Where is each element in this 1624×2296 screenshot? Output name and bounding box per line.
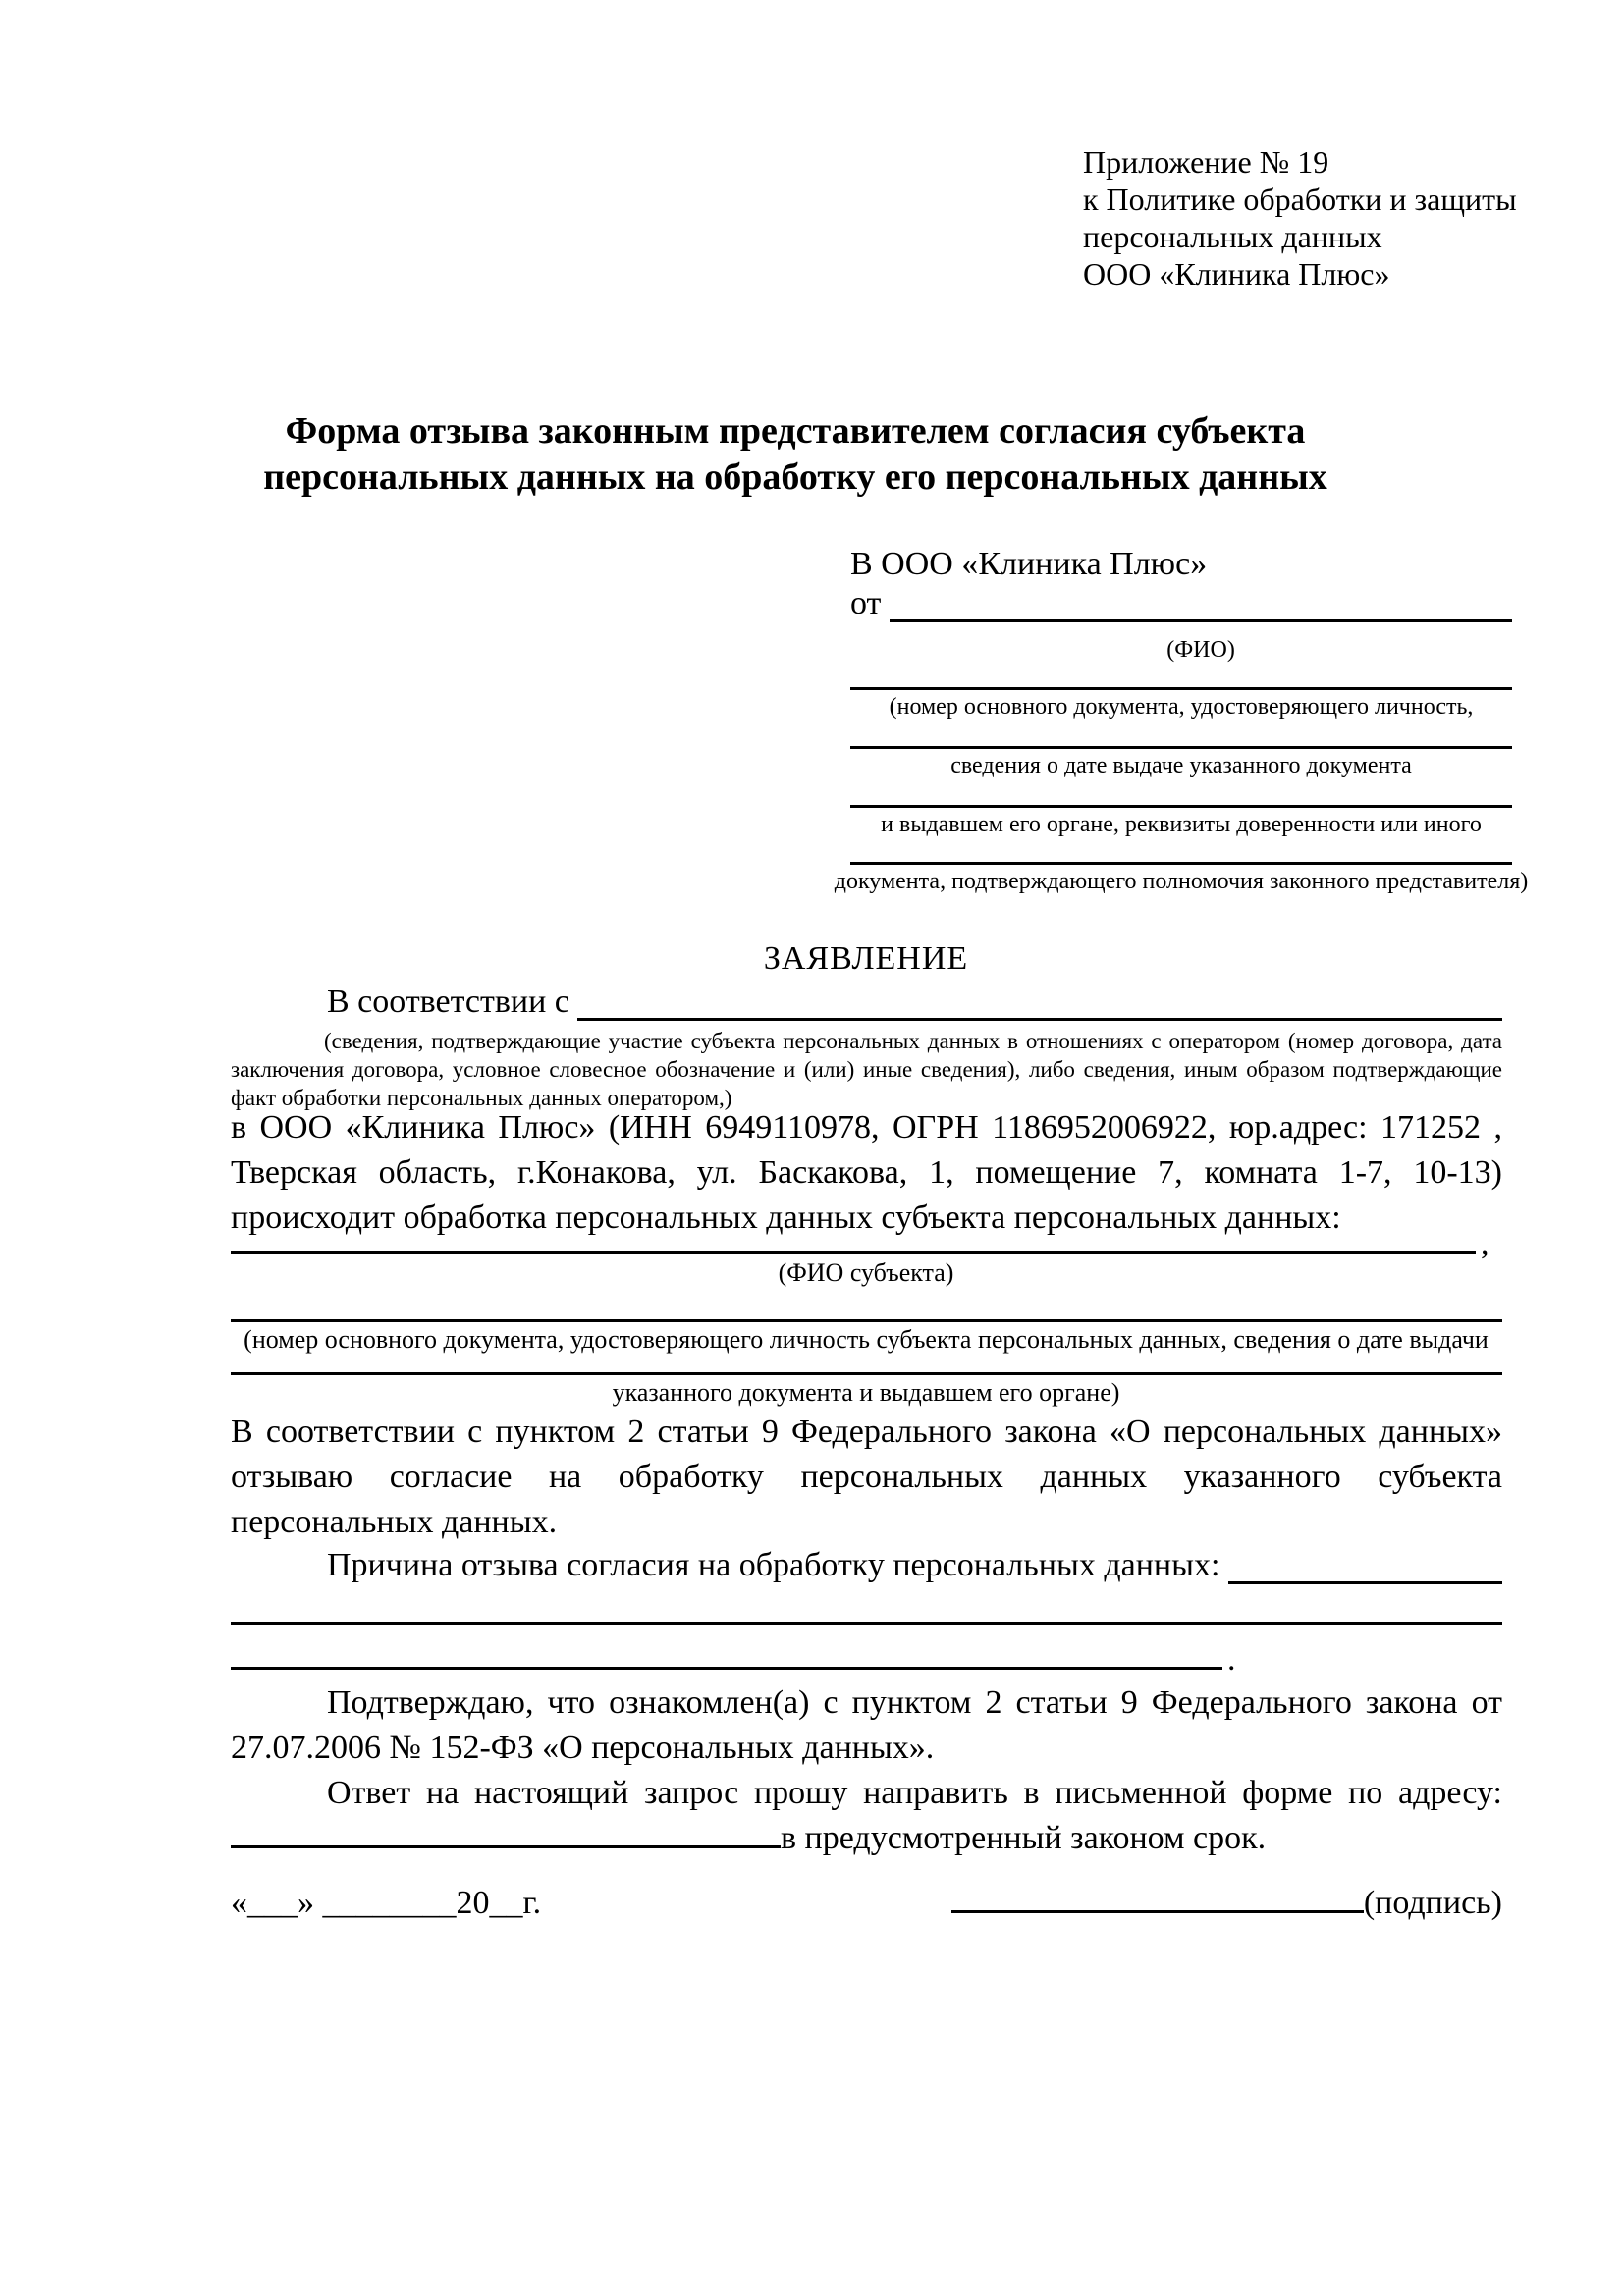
appendix-line: Приложение № 19 [1083,144,1329,180]
in-accordance-blank-line [577,1018,1502,1021]
blank-line [850,805,1512,808]
from-blank-line [890,619,1512,622]
from-label: от [850,585,890,621]
reason-blank-line [1228,1581,1502,1584]
subject-document-blank-line-2 [231,1372,1502,1375]
subject-document-blank-line [231,1319,1502,1322]
signature-row [231,1881,1502,1926]
date-line: «___» ________20__г. [231,1885,542,1921]
caption-issuing-authority: и выдавшем его органе, реквизиты доверенности или иного [881,812,1482,837]
addressee-org: В ООО «Клиника Плюс» [850,546,1208,582]
confirm-paragraph: Подтверждаю, что ознакомлен(а) с пунктом 2 статьи 9 Федерального закона от 27.07.2006 № 152-ФЗ «О персональных данных». [231,1684,1502,1766]
fine-print: (сведения, подтверждающие участие субъекта персональных данных в отношениях с оператором (номер договора, дата заключения договора, условное словесное обозначение и (или) иные сведения), либо сведения, иным образом подтверждающие факт обработки персональных данных оператором,) [231,1029,1502,1110]
in-accordance-field [231,986,1502,1025]
reply-address-blank-line [231,1844,781,1848]
operator-paragraph: в ООО «Клиника Плюс» (ИНН 6949110978, ОГРН 1186952006922, юр.адрес: 171252 , Тверская область, г.Конакова, ул. Баскакова, 1, помещение 7, комната 1-7, 10-13) происходит обработка персональных данных субъекта персональных данных: [231,1109,1502,1236]
trailing-comma: , [1481,1225,1489,1261]
signature-caption: (подпись) [1363,1885,1502,1921]
subject-name-blank-line [231,1251,1476,1254]
caption-fio: (ФИО) [1166,637,1235,663]
caption-representative-authority: документа, подтверждающего полномочия законного представителя) [834,869,1529,894]
caption-subject-document-2: указанного документа и выдавшем его органе) [612,1378,1120,1407]
caption-issue-date: сведения о дате выдаче указанного документа [950,753,1412,778]
caption-document-number: (номер основного документа, удостоверяющего личность, [889,694,1474,720]
blank-line [850,862,1512,865]
document-title-line: персональных данных на обработку его персональных данных [263,456,1327,498]
appendix-line: персональных данных [1083,219,1382,254]
reason-label: Причина отзыва согласия на обработку персональных данных: [327,1547,1228,1583]
in-accordance-label: В соответствии с [327,984,578,1020]
from-field [850,587,1512,626]
appendix-line: ООО «Клиника Плюс» [1083,256,1390,292]
blank-line [850,687,1512,690]
reason-writing-line-2 [231,1667,1222,1670]
signature-group [951,1881,1502,1926]
reason-writing-line [231,1622,1502,1625]
reply-tail: в предусмотренный законом срок. [781,1820,1267,1856]
appendix-block [1083,143,1517,293]
reply-label: Ответ на настоящий запрос прошу направить в письменной форме по адресу: [327,1775,1502,1811]
blank-line [850,746,1512,749]
signature-blank-line [951,1909,1364,1913]
reply-paragraph [231,1771,1502,1861]
caption-subject-document: (номер основного документа, удостоверяющего личность субъекта персональных данных, сведения о дате выдачи [244,1325,1489,1354]
reason-field [231,1549,1502,1588]
statement-heading: ЗАЯВЛЕНИЕ [763,940,969,977]
document-title [88,408,1502,501]
withdrawal-paragraph: В соответствии с пунктом 2 статьи 9 Федерального закона «О персональных данных» отзываю согласие на обработку персональных данных указанного субъекта персональных данных. [231,1414,1502,1540]
caption-subject-fio: (ФИО субъекта) [778,1258,954,1287]
appendix-line: к Политике обработки и защиты [1083,182,1517,217]
document-title-line: Форма отзыва законным представителем согласия субъекта [285,410,1306,452]
trailing-period: . [1227,1641,1236,1678]
